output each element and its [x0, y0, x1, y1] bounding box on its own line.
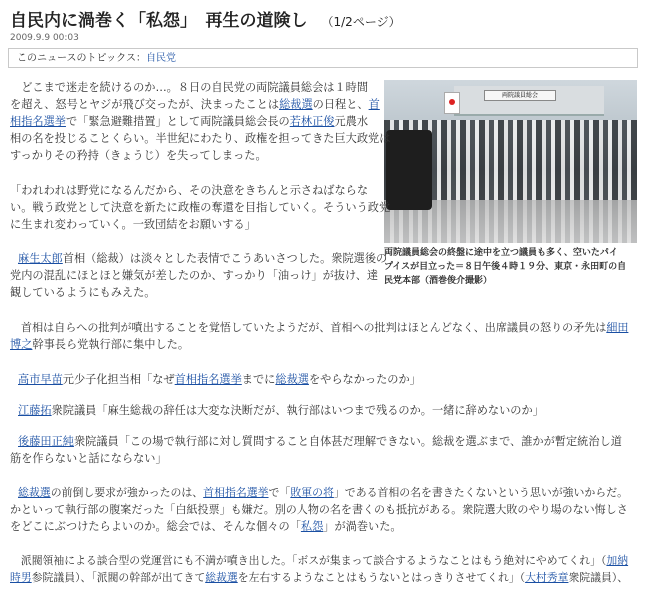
- text-span: 」である首相の名を書きたくないという思いが強いからだ。: [333, 486, 628, 499]
- text-line: どこまで迷走を続けるのか…。８日の自民党の両院議員総会は１時間: [10, 81, 369, 94]
- keyword-link[interactable]: 首相指名選挙: [203, 486, 269, 499]
- text-line: [18, 250, 387, 267]
- article-dateline: 2009.9.9 00:03: [10, 33, 79, 43]
- text-line: [10, 113, 390, 130]
- text-line: 党内の混乱にほとほと嫌気が差したのか、すっかり「油っけ」が抜け、達: [10, 269, 379, 282]
- text-span: 参院議員）、「派閥の幹部が出てきて: [31, 571, 206, 584]
- text-span: を左右するようなことはもうないとはっきりさせてくれ」（: [237, 571, 526, 584]
- keyword-link[interactable]: 首: [368, 98, 380, 111]
- keyword-link[interactable]: 麻生太郎: [18, 252, 63, 265]
- page-indicator: （1/2ページ）: [321, 15, 401, 29]
- photo-caption: [384, 246, 638, 288]
- photo-camera: [386, 130, 432, 210]
- headline-title: 自民内に渦巻く「私怨」 再生の道険し: [10, 11, 308, 31]
- text-span: 派閥領袖による談合型の党運営にも不満が噴き出した。「ボスが集まって談合するようなことはもう絶対にやめてくれ」（: [10, 554, 607, 567]
- keyword-link[interactable]: 私怨: [300, 520, 324, 533]
- text-line: [18, 433, 622, 450]
- text-line: い。戦う政党として決意を新たに政権の奪還を目指していく。そういう政党: [10, 201, 391, 214]
- article-headline: [10, 6, 401, 31]
- article-photo: [384, 80, 637, 243]
- keyword-link[interactable]: 時男: [10, 571, 32, 584]
- text-line: すっかりその矜持（きょうじ）を失ってしまった。: [10, 149, 267, 162]
- text-span: を超え、怒号とヤジが飛び交ったが、決まったことは: [10, 98, 280, 111]
- text-line: [10, 569, 628, 586]
- paragraph: [10, 484, 628, 535]
- keyword-link[interactable]: 総裁選: [205, 571, 238, 584]
- caption-line: プイスが目立った＝８日午後４時１９分、東京・永田町の自: [384, 262, 627, 272]
- text-span: 衆院議員「この場で執行部に対し質問すること自体甚だ理解できない。総裁を選ぶまで、誰かが暫定統治し道: [73, 435, 622, 448]
- keyword-link[interactable]: 加納: [606, 554, 629, 567]
- paragraph: [10, 433, 622, 467]
- keyword-link[interactable]: 細田: [606, 321, 629, 334]
- text-line: [18, 371, 421, 388]
- keyword-link[interactable]: 敗軍の将: [290, 486, 334, 499]
- text-line: [10, 96, 390, 113]
- paragraph: [18, 402, 544, 419]
- paragraph: [18, 371, 421, 388]
- news-topics-box: [8, 48, 638, 68]
- keyword-link[interactable]: 博之: [10, 338, 33, 351]
- text-span: で「緊急避難措置」として両院議員総会長の: [65, 115, 290, 128]
- paragraph: [10, 250, 388, 301]
- photo-banner: 両院議員総会: [484, 90, 556, 101]
- keyword-link[interactable]: 相指名選挙: [10, 115, 66, 128]
- keyword-link[interactable]: 後藤田正純: [18, 435, 74, 448]
- text-span: までに: [241, 373, 276, 386]
- keyword-link[interactable]: 高市早苗: [18, 373, 63, 386]
- keyword-link[interactable]: 首相指名選挙: [174, 373, 242, 386]
- text-span: 衆院議員「麻生総裁の辞任は大変な決断だが、執行部はいつまで残るのか。一緒に辞めないのか」: [51, 404, 544, 417]
- text-line: 「われわれは野党になるんだから、その決意をきちんと示さねばならな: [10, 184, 369, 197]
- keyword-link[interactable]: 総裁選: [279, 98, 313, 111]
- text-line: [10, 518, 628, 535]
- paragraph: [10, 319, 628, 353]
- keyword-link[interactable]: 江藤拓: [18, 404, 52, 417]
- keyword-link[interactable]: 大村秀章: [525, 571, 569, 584]
- text-line: [10, 336, 628, 353]
- text-line: [18, 484, 628, 501]
- text-span: 首相は自らへの批判が噴出することを覚悟していたようだが、首相への批判はほとんどなく、出席議員の怒りの矛先は: [10, 321, 607, 334]
- keyword-link[interactable]: 総裁選: [275, 373, 309, 386]
- text-span: で「: [268, 486, 291, 499]
- text-span: の日程と、: [312, 98, 369, 111]
- text-line: 相の名を投じることくらい。半世紀にわたり、政権を担ってきた巨大政党は: [10, 132, 391, 145]
- caption-line: 民党本部（酒巻俊介撮影）: [384, 276, 493, 286]
- text-span: 首相（総裁）は淡々とした表情でこうあいさつした。衆院選後の: [62, 252, 388, 265]
- text-span: をやらなかったのか」: [308, 373, 421, 386]
- text-span: 元農水: [334, 115, 369, 128]
- caption-line: 両院議員総会の終盤に途中を立つ議員も多く、空いたパイ: [384, 248, 618, 258]
- text-span: の前倒し要求が強かったのは、: [50, 486, 204, 499]
- text-span: 幹事長ら党執行部に集中した。: [32, 338, 190, 351]
- text-line: かといって執行部の腹案だった「白紙投票」も嫌だ。別の人物の名を書くのも抵抗がある。衆院選大敗のやり場のない悔しさ: [10, 503, 628, 516]
- photo-flag: [444, 92, 460, 114]
- text-line: に生まれ変わっていく。一致団結をお願いする」: [10, 218, 256, 231]
- text-span: をどこにぶつけたらよいのか。総会では、そんな個々の「: [10, 520, 301, 533]
- topic-link-jiminto[interactable]: 自民党: [146, 53, 176, 64]
- topics-label: このニュースのトピックス：: [17, 53, 146, 64]
- paragraph: [10, 182, 390, 233]
- keyword-link[interactable]: 若林正俊: [289, 115, 335, 128]
- paragraph: [10, 552, 628, 586]
- text-line: 観しているようにもみえた。: [10, 286, 156, 299]
- text-span: 元少子化担当相「なぜ: [62, 373, 175, 386]
- text-line: [18, 402, 544, 419]
- keyword-link[interactable]: 総裁選: [18, 486, 51, 499]
- text-line: [10, 319, 628, 336]
- text-line: [10, 552, 628, 569]
- paragraph: [10, 79, 390, 164]
- text-line: 筋を作らないと話にならない」: [10, 452, 167, 465]
- text-span: 」が渦巻いた。: [323, 520, 402, 533]
- text-span: 衆院議員）、: [568, 571, 629, 584]
